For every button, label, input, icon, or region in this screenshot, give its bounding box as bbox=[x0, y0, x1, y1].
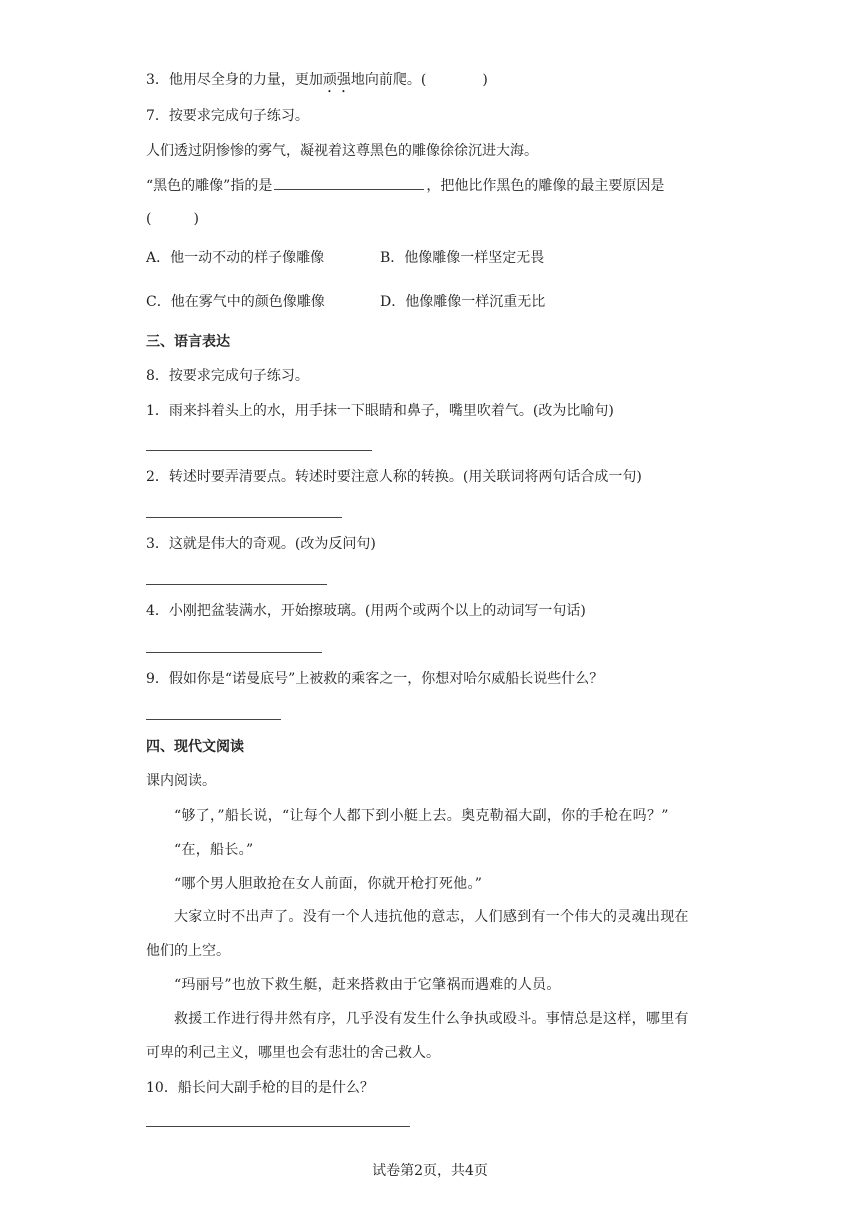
question-7-answer-paren: ( ) bbox=[146, 211, 199, 227]
question-8-1: 1．雨来抖着头上的水，用手抹一下眼睛和鼻子，嘴里吹着气。(改为比喻句) bbox=[146, 403, 614, 419]
question-8-title: 8．按要求完成句子练习。 bbox=[146, 368, 309, 384]
option-b: B．他像雕像一样坚定无畏 bbox=[380, 250, 545, 266]
section-3-heading: 三、语言表达 bbox=[146, 334, 230, 350]
answer-line-8-3[interactable] bbox=[146, 584, 327, 585]
question-7-sentence: 人们透过阴惨惨的雾气，凝视着这尊黑色的雕像徐徐沉进大海。 bbox=[146, 143, 538, 159]
q3-dotted-word: 顽强 bbox=[322, 72, 351, 88]
passage-paragraph-3: “哪个男人胆敢抢在女人前面，你就开枪打死他。” bbox=[174, 876, 483, 892]
passage-paragraph-2: “在，船长。” bbox=[174, 842, 254, 858]
page-footer: 试卷第2页，共4页 bbox=[372, 1163, 488, 1179]
passage-paragraph-6-line-1: 救援工作进行得井然有序，几乎没有发生什么争执或殴斗。事情总是这样，哪里有 bbox=[174, 1011, 689, 1027]
question-7-title: 7．按要求完成句子练习。 bbox=[146, 108, 309, 124]
option-c: C．他在雾气中的颜色像雕像 bbox=[146, 294, 325, 310]
passage-paragraph-4-line-1: 大家立时不出声了。没有一个人违抗他的意志，人们感到有一个伟大的灵魂出现在 bbox=[174, 909, 689, 925]
option-a: A．他一动不动的样子像雕像 bbox=[146, 250, 325, 266]
answer-line-8-4[interactable] bbox=[146, 652, 322, 653]
answer-blank[interactable] bbox=[274, 175, 424, 190]
answer-line-8-2[interactable] bbox=[146, 517, 342, 518]
option-d: D．他像雕像一样沉重无比 bbox=[380, 294, 546, 310]
question-8-2: 2．转述时要弄清要点。转述时要注意人称的转换。(用关联词将两句话合成一句) bbox=[146, 469, 642, 485]
question-8-3: 3．这就是伟大的奇观。(改为反问句) bbox=[146, 536, 376, 552]
q7-prompt-part-a: “黑色的雕像”指的是 bbox=[146, 178, 273, 194]
q3-text-pre: 3．他用尽全身的力量，更加 bbox=[146, 72, 323, 88]
section-4-heading: 四、现代文阅读 bbox=[146, 739, 244, 755]
question-3 bbox=[146, 70, 488, 96]
question-10: 10．船长问大副手枪的目的是什么？ bbox=[146, 1080, 374, 1096]
q3-text-post: 地向前爬。( ) bbox=[350, 72, 488, 88]
question-7-prompt bbox=[146, 175, 664, 196]
reading-intro: 课内阅读。 bbox=[146, 773, 216, 789]
passage-paragraph-1: “够了，”船长说，“让每个人都下到小艇上去。奥克勒福大副，你的手枪在吗？” bbox=[174, 808, 669, 824]
answer-line-9[interactable] bbox=[146, 719, 281, 720]
answer-line-8-1[interactable] bbox=[146, 450, 372, 451]
question-8-4: 4．小刚把盆装满水，开始擦玻璃。(用两个或两个以上的动词写一句话) bbox=[146, 603, 586, 619]
question-9: 9．假如你是“诺曼底号”上被救的乘客之一，你想对哈尔威船长说些什么？ bbox=[146, 671, 604, 687]
passage-paragraph-5: “玛丽号”也放下救生艇，赶来搭救由于它肇祸而遇难的人员。 bbox=[174, 977, 561, 993]
passage-paragraph-4-line-2: 他们的上空。 bbox=[146, 943, 230, 959]
answer-line-10[interactable] bbox=[146, 1126, 410, 1127]
q7-prompt-part-b: ，把他比作黑色的雕像的最主要原因是 bbox=[426, 178, 665, 194]
passage-paragraph-6-line-2: 可卑的利己主义，哪里也会有悲壮的舍己救人。 bbox=[146, 1045, 440, 1061]
